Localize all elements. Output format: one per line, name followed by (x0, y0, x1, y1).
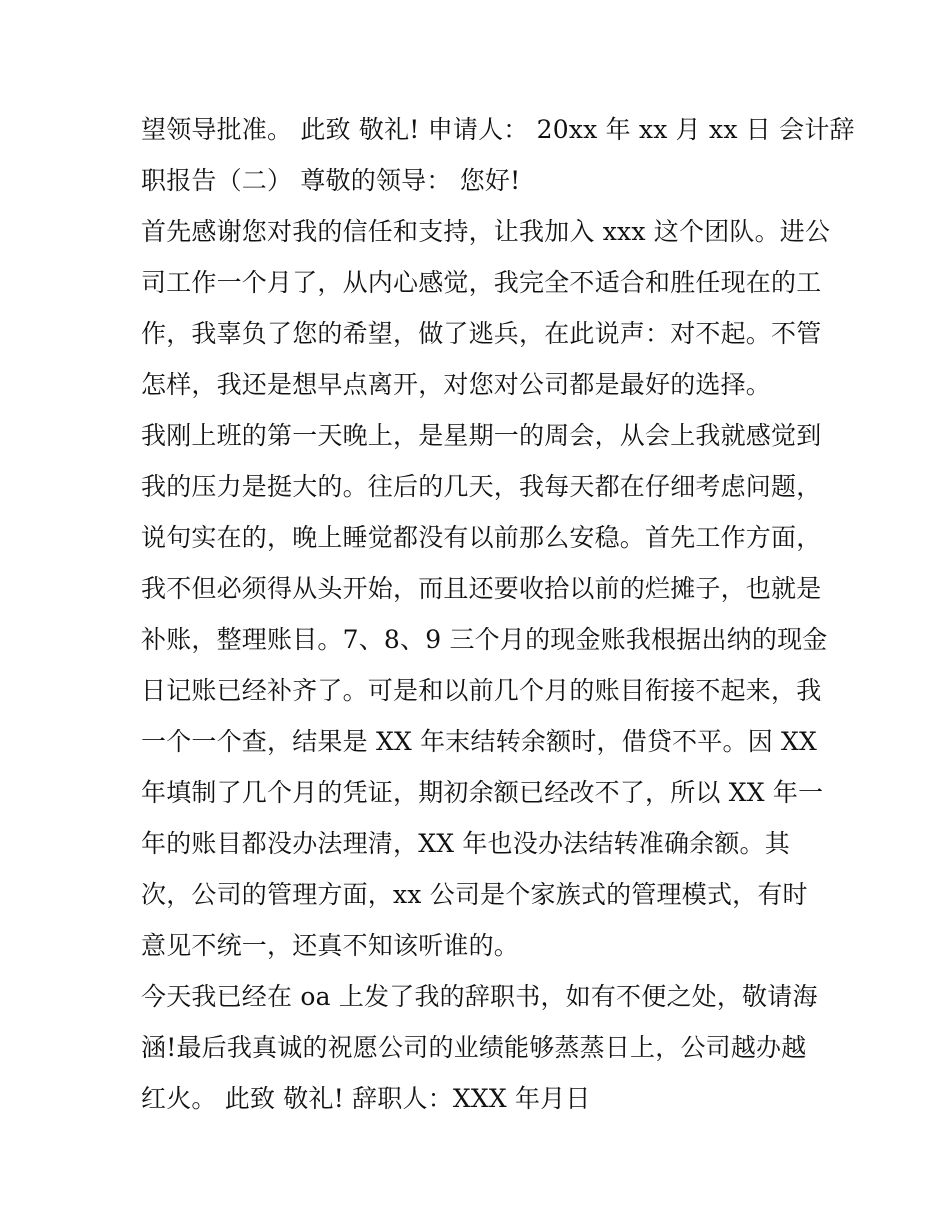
text-line: 怎样，我还是想早点离开，对您对公司都是最好的选择。 (141, 370, 772, 399)
text-line: 职报告（二） 尊敬的领导： 您好! (141, 166, 521, 195)
text-line: 首先感谢您对我的信任和支持，让我加入 xxx 这个团队。进公 (141, 217, 831, 246)
text-line: 次，公司的管理方面，xx 公司是个家族式的管理模式，有时 (141, 880, 808, 909)
text-line: 年的账目都没办法理清，XX 年也没办法结转准确余额。其 (141, 829, 790, 858)
text-line: 红火。 此致 敬礼! 辞职人：XXX 年月日 (141, 1084, 591, 1113)
document-body (141, 104, 855, 1124)
text-line: 日记账已经补齐了。可是和以前几个月的账目衔接不起来，我 (141, 676, 822, 705)
text-line: 补账，整理账目。7、8、9 三个月的现金账我根据出纳的现金 (141, 625, 828, 654)
text-line: 望领导批准。 此致 敬礼! 申请人： 20xx 年 xx 月 xx 日 会计辞 (141, 115, 855, 144)
text-line: 作，我辜负了您的希望，做了逃兵，在此说声：对不起。不管 (141, 319, 822, 348)
text-line: 意见不统一，还真不知该听谁的。 (141, 931, 520, 960)
text-line: 我的压力是挺大的。往后的几天，我每天都在仔细考虑问题， (141, 472, 822, 501)
text-line: 一个一个查，结果是 XX 年末结转余额时，借贷不平。因 XX (141, 727, 818, 756)
text-line: 司工作一个月了，从内心感觉，我完全不适合和胜任现在的工 (141, 268, 822, 297)
text-line: 我刚上班的第一天晚上，是星期一的周会，从会上我就感觉到 (141, 421, 822, 450)
text-line: 我不但必须得从头开始，而且还要收拾以前的烂摊子，也就是 (141, 574, 822, 603)
text-line: 说句实在的，晚上睡觉都没有以前那么安稳。首先工作方面， (141, 523, 822, 552)
text-line: 年填制了几个月的凭证，期初余额已经改不了，所以 XX 年一 (141, 778, 824, 807)
text-line: 今天我已经在 oa 上发了我的辞职书，如有不便之处，敬请海 (141, 982, 818, 1011)
text-line: 涵!最后我真诚的祝愿公司的业绩能够蒸蒸日上，公司越办越 (141, 1033, 807, 1062)
